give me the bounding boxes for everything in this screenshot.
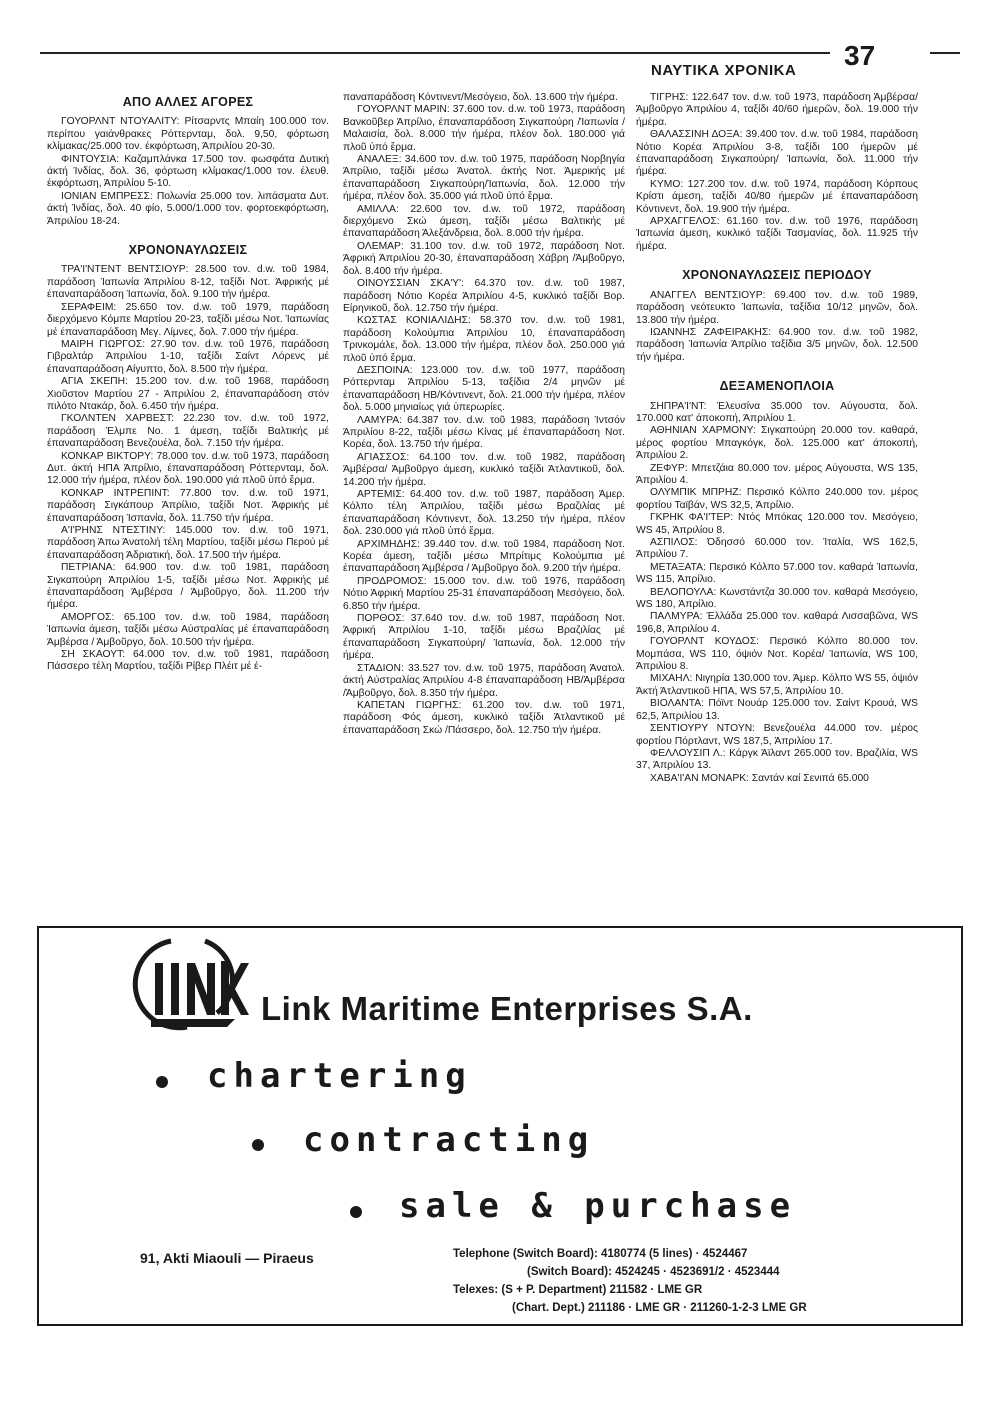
- charter-entry-continued: παναπαράδοση Κόντινεντ/Μεσόγειο, δολ. 13.600 τήν ήμέρα.: [343, 92, 618, 103]
- charter-entry: ΔΕΣΠΟΙΝΑ: 123.000 τον. d.w. τοῦ 1977, παράδοση Ρόττερνταμ Άπριλίου 5-13, ταξίδια 2/4 μηνῶν μέ έπαναπαράδοση ΗΒ/Κόντινεντ, δολ. 21.000 τήν ήμέρα, πλέον δολ. 5.000 μηνιαίως γιά ὑπερωρίες.: [343, 364, 625, 414]
- charter-entry: ΓΟΥΟΡΛΝΤ ΝΤΟΥΑΛΙΤΥ: Ρίτσαρντς Μπαίη 100.000 τον. περίπου γαιάνθρακες Ρόττερνταμ, δολ. 9,50, φόρτωση κλίμακας/25.000 τον. έκφόρτωση, Άπριλίου 20-30.: [47, 116, 329, 153]
- charter-entry: ΑΓΙΑ ΣΚΕΠΗ: 15.200 τον. d.w. τοῦ 1968, παράδοση Χιοῦστον Μαρτίου 27 - Άπριλίου 2, έπαναπαράδοση στόν πιλότο Ντακάρ, δολ. 6.450 τήν ήμέρα.: [47, 376, 329, 412]
- charter-entry: ΜΑΙΡΗ ΓΙΩΡΓΟΣ: 27.90 τον. d.w. τοῦ 1976, παράδοση Γιβραλτάρ Άπριλίου 1-10, ταξίδι Σαίντ Λόρενς μέ έπαναπαράδοση Αίγυπτο, δολ. 8.500 τήν ήμέρα.: [47, 338, 329, 375]
- charter-entry: ΓΟΥΟΡΛΝΤ ΜΑΡΙΝ: 37.600 τον. d.w. τοῦ 1973, παράδοση Βανκοῦβερ Άπρίλιο, έπαναπαράδοση Σιγκαπούρη /Ίαπωνία / Μαλαισία, δολ. 8.000 τήν ήμέρα, πλέον δολ. 180.000 γιά πλοῦ ὑπό ἔρμα.: [343, 104, 625, 153]
- service-contracting: contracting: [303, 1120, 595, 1160]
- contact-line: Telephone (Switch Board): 4180774 (5 lines) · 4524467: [453, 1248, 748, 1260]
- section-title-other-markets: ΑΠΟ ΑΛΛΕΣ ΑΓΟΡΕΣ: [122, 95, 254, 109]
- charter-entry: ΚΟΝΚΑΡ ΒΙΚΤΟΡΥ: 78.000 τον. d.w. τοῦ 1973, παράδοση Δυτ. άκτή ΗΠΑ Άπρίλιο, έπαναπαράδοση Ρόττερνταμ, δολ. 12.000 τήν ήμέρα, πλέον δολ. 190.000 γιά πλοῦ ὑπό ἔρμα.: [47, 450, 329, 487]
- bullet-icon: [156, 1076, 168, 1088]
- charter-entry: ΑΓΙΑΣΣΟΣ: 64.100 τον. d.w. τοῦ 1982, παράδοση Άμβέρσα/ Άμβοῦργο άμεση, κυκλικό ταξίδι Άτλαντικοῦ, δολ. 14.200 τήν ήμέρα.: [343, 451, 625, 488]
- charter-entry: ΠΕΤΡΙΑΝΑ: 64.900 τον. d.w. τοῦ 1981, παράδοση Σιγκαπούρη Άπριλίου 1-5, ταξίδι μέσω Νοτ. Άφρικής μέ έπαναπαράδοση Άμβέρσα / Άμβοῦργο, δολ. 11.200 τήν ήμέρα.: [47, 562, 329, 611]
- charter-entry: ΚΥΜΟ: 127.200 τον. d.w. τοῦ 1974, παράδοση Κόρπους Κρίστι άμεση, ταξίδι 40/80 ήμερῶν μέ έπαναπαράδοση Κόντινεντ, δολ. 19.900 τήν ήμέρα.: [636, 178, 918, 215]
- charter-entry: ΑΜΙΛΛΑ: 22.600 τον. d.w. τοῦ 1972, παράδοση διερχόμενο Σκώ άμεση, ταξίδι μέσω Βαλτικής μέ έπαναπαράδοση Άλεξάνδρεια, δολ. 8.000 τήν ήμέρα.: [343, 203, 625, 240]
- charter-entry: ΟΙΝΟΥΣΣΙΑΝ ΣΚΑ'Υ': 64.370 τον. d.w. τοῦ 1987, παράδοση Νότιο Κορέα Άπριλίου 4-5, κυκλικό ταξίδι Βορ. Είρηνικοῦ, δολ. 12.750 τήν ήμέρα.: [343, 278, 625, 314]
- tanker-entry: ΟΛΥΜΠΙΚ ΜΠΡΗΖ: Περσικό Κόλπο 240.000 τον. μέρος φορτίου Ταϊβάν, WS 32,5, Άπρίλιο.: [636, 487, 918, 511]
- service-sale-purchase: sale & purchase: [399, 1186, 797, 1226]
- company-name: Link Maritime Enterprises S.A.: [261, 990, 753, 1027]
- charter-entry: ΤΙΓΡΗΣ: 122.647 τον. d.w. τοῦ 1973, παράδοση Άμβέρσα/Άμβοῦργο Άπριλίου 4, ταξίδι 40/60 ήμερῶν, δολ. 19.000 τήν ήμέρα.: [636, 92, 918, 128]
- charter-entry: ΚΑΠΕΤΑΝ ΓΙΩΡΓΗΣ: 61.200 τον. d.w. τοῦ 1971, παράδοση Φός άμεση, κυκλικό ταξίδι Άτλαντικοῦ μέ έπαναπαράδοση Σκώ /Πάσσερο, δολ. 12.750 τήν ήμέρα.: [343, 699, 625, 736]
- charter-entry: ΑΝΑΓΓΕΛ ΒΕΝΤΣΙΟΥΡ: 69.400 τον. d.w. τοῦ 1989, παράδοση νεότευκτο Ίαπωνία, ταξίδια 10/12 μηνῶν, δολ. 13.800 τήν ήμέρα.: [636, 289, 918, 326]
- column-3: [636, 92, 918, 922]
- charter-entry: ΣΕΡΑΦΕΙΜ: 25.650 τον. d.w. τοῦ 1979, παράδοση διερχόμενο Κόμπε Μαρτίου 20-23, ταξίδι μέσω Νοτ. Ίαπωνίας μέ έπαναπαράδοση Μεγ. Λίμνες, δολ. 7.000 τήν ήμέρα.: [47, 301, 329, 338]
- section-title-period-charters: ΧΡΟΝΟΝΑΥΛΩΣΕΙΣ ΠΕΡΙΟΔΟΥ: [682, 268, 872, 283]
- section-title-time-charters: ΧΡΟΝΟΝΑΥΛΩΣΕΙΣ: [128, 243, 248, 258]
- charter-entry: ΑΡΧΙΜΗΔΗΣ: 39.440 τον. d.w. τοῦ 1984, παράδοση Νοτ. Κορέα άμεση, ταξίδι μέσω Μπρίτιμς Κολούμπια μέ έπαναπαράδοση Άμβέρσα / Άμβοῦργο δολ. 9.200 τήν ήμέρα.: [343, 538, 625, 575]
- service-chartering: chartering: [207, 1056, 472, 1096]
- charter-entry: ΠΟΡΘΟΣ: 37.640 τον. d.w. τοῦ 1987, παράδοση Νοτ. Άφρική Άπριλίου 1-10, ταξίδι μέσω Βραζιλίας μέ έπαναπαράδοση Σιγκαπούρη/ Ίαπωνία, δολ. 12.000 τήν ήμέρα.: [343, 613, 625, 662]
- contact-line: (Switch Board): 4524245 · 4523691/2 · 4523444: [527, 1266, 780, 1278]
- tanker-entry: ΓΚΡΗΚ ΦΑ'Ι'ΤΕΡ: Ντός Μπόκας 120.000 τον. Μεσόγειο, WS 45, Άπριλίου 8.: [636, 512, 918, 536]
- charter-entry: ΟΛΕΜΑΡ: 31.100 τον. d.w. τοῦ 1972, παράδοση Νοτ. Άφρική Άπριλίου 20-30, έπαναπαράδοση Χάβρη /Άμβοῦργο, δολ. 8.400 τήν ήμέρα.: [343, 240, 625, 277]
- magazine-title: ΝΑΥΤΙΚΑ ΧΡΟΝΙΚΑ: [651, 62, 797, 79]
- tanker-entry: ΖΕΦΥΡ: Μπετζάια 80.000 τον. μέρος Αύγουστα, WS 135, Άπριλίου 4.: [636, 462, 918, 486]
- page-number: 37: [844, 40, 876, 71]
- charter-entry: ΠΡΟΔΡΟΜΟΣ: 15.000 τον. d.w. τοῦ 1976, παράδοση Νότιο Άφρική Μαρτίου 25-31 έπαναπαράδοση Μεσόγειο, δολ. 6.850 τήν ήμέρα.: [343, 575, 625, 612]
- charter-entry: ΛΑΜΥΡΑ: 64.387 τον. d.w. τοῦ 1983, παράδοση Ίντσόν Άπριλίου 8-22, ταξίδι μέσω Κίνας μέ έπαναπαράδοση Νοτ. Κορέα, δολ. 13.750 τήν ήμέρα.: [343, 414, 625, 451]
- charter-entry: ΓΚΟΛΝΤΕΝ ΧΑΡΒΕΣΤ: 22.230 τον. d.w. τοῦ 1972, παράδοση Έλμπε Νο. 1 άμεση, ταξίδι Βαλτικής μέ έπαναπαράδοση Βενεζουέλα, δολ. 7.150 τήν ήμέρα.: [47, 413, 329, 450]
- contact-line: (Chart. Dept.) 211186 · LME GR · 211260-1-2-3 LME GR: [512, 1302, 807, 1314]
- charter-entry: ΘΑΛΑΣΣΙΝΗ ΔΟΞΑ: 39.400 τον. d.w. τοῦ 1984, παράδοση Νότιο Κορέα Άπριλίου 3-8, ταξίδι 100 ήμερῶν μέ έπαναπαράδοση Σιγκαπούρη/ Ίαπωνία, δολ. 11.000 τήν ήμέρα.: [636, 129, 918, 178]
- charter-entry: ΣΗ ΣΚΑΟΥΤ: 64.000 τον. d.w. τοῦ 1981, παράδοση Πάσσερο τέλη Μαρτίου, ταξίδι Ρίβερ Πλέιτ μέ έ-: [47, 649, 329, 673]
- tanker-entry: ΜΙΧΑΗΛ: Νιγηρία 130.000 τον. Άμερ. Κόλπο WS 55, όψιόν Άκτή Άτλαντικοῦ ΗΠΑ, WS 57,5, Άπριλίου 10.: [636, 673, 918, 697]
- tanker-entry: ΧΑΒΑ'Ι'ΑΝ ΜΟΝΑΡΚ: Σαντάν καί Σενιπά 65.000: [650, 772, 869, 784]
- charter-entry: ΑΡΧΑΓΓΕΛΟΣ: 61.160 τον. d.w. τοῦ 1976, παράδοση Ίαπωνία άμεση, κυκλικό ταξίδι Τασμανίας, δολ. 11.925 τήν ήμέρα.: [636, 216, 918, 252]
- bullet-icon: [350, 1206, 362, 1218]
- tanker-entry: ΦΕΛΛΟΥΣΙΠ Λ.: Κάργκ Άϊλαντ 265.000 τον. Βραζιλία, WS 37, Άπριλίου 13.: [636, 747, 918, 772]
- contact-line: Telexes: (S + P. Department) 211582 · LME GR: [453, 1284, 703, 1296]
- tanker-entry: ΣΕΝΤΙΟΥΡΥ ΝΤΟΥΝ: Βενεζουέλα 44.000 τον. μέρος φορτίου Πόρτλαντ, WS 187,5, Άπριλίου 17.: [636, 723, 918, 747]
- section-title-tankers: ΔΕΞΑΜΕΝΟΠΛΟΙΑ: [719, 379, 835, 394]
- column-1: [47, 92, 329, 922]
- tanker-entry: ΓΟΥΟΡΛΝΤ ΚΟΥΔΟΣ: Περσικό Κόλπο 80.000 τον. Μομπάσα, WS 110, όψιόν Νοτ. Κορέα/ Ίαπωνία, WS 100, Άπριλίου 8.: [636, 636, 918, 673]
- tanker-entry: ΑΘΗΝΙΑΝ ΧΑΡΜΟΝΥ: Σιγκαπούρη 20.000 τον. καθαρά, μέρος φορτίου Μπαγκόγκ, δολ. 125.000 κατ' άποκοπή, Άπριλίου 2.: [636, 425, 918, 462]
- charter-entry: ΙΩΑΝΝΗΣ ΖΑΦΕΙΡΑΚΗΣ: 64.900 τον. d.w. τοῦ 1982, παράδοση Ίαπωνία Άπρίλιο ταξίδια 3/5 μηνῶν, δολ. 12.500 τήν ήμέρα.: [636, 326, 918, 363]
- link-logo-icon: [131, 933, 251, 1043]
- bullet-icon: [252, 1139, 264, 1151]
- link-logo-graphic: [131, 933, 251, 1043]
- advertisement-box: [37, 926, 963, 1326]
- charter-entry: ΦΙΝΤΟΥΣΙΑ: Καζαμπλάνκα 17.500 τον. φωσφάτα Δυτική άκτή Ίνδίας, δολ. 36, φόρτωση κλίμακας/1.000 τον. έλευθ. έκφόρτωση, Άπριλίου 5-10.: [47, 153, 329, 190]
- header-rule-left: [40, 52, 830, 54]
- company-address: 91, Akti Miaouli — Piraeus: [140, 1250, 314, 1266]
- charter-entry: ΙΟΝΙΑΝ ΕΜΠΡΕΣΣ: Πολωνία 25.000 τον. λιπάσματα Δυτ. άκτή Ίνδίας, δολ. 40 φίο, 5.000/1.000 τον. φορτοεκφόρτωση, Άπριλίου 18-24.: [47, 190, 329, 227]
- charter-entry: ΑΡΤΕΜΙΣ: 64.400 τον. d.w. τοῦ 1987, παράδοση Άμερ. Κόλπο τέλη Άπριλίου, ταξίδι μέσω Βραζιλίας μέ έπαναπαράδοση Κόντινεντ, δολ. 13.250 τήν ήμέρα, πλέον δολ. 230.000 γιά πλοῦ ὑπό ἔρμα.: [343, 489, 625, 538]
- charter-entry: ΚΩΣΤΑΣ ΚΟΝΙΑΛΙΔΗΣ: 58.370 τον. d.w. τοῦ 1981, παράδοση Κολούμπια Άπριλίου 10, έπαναπαράδοση Τρινκομάλε, δολ. 13.000 τήν ήμέρα, πλέον δολ. 250.000 γιά πλοῦ ὑπό ἔρμα.: [343, 315, 625, 364]
- tanker-entry: ΒΙΟΛΑΝΤΑ: Πόϊντ Νουάρ 125.000 τον. Σαίντ Κρουά, WS 62,5, Άπριλίου 13.: [636, 698, 918, 722]
- tanker-entry: ΠΑΛΜΥΡΑ: Έλλάδα 25.000 τον. καθαρά Λισσαβῶνα, WS 196,8, Άπριλίου 4.: [636, 611, 918, 635]
- charter-entry: ΣΤΑΔΙΟΝ: 33.527 τον. d.w. τοῦ 1975, παράδοση Άνατολ. άκτή Αύστραλίας Άπριλίου 4-8 έπαναπαράδοση ΗΒ/Άμβέρσα /Άμβοῦργο, δολ. 8.350 τήν ήμέρα.: [343, 662, 625, 699]
- charter-entry: Α'Ι'ΡΗΝΣ ΝΤΕΣΤΙΝΥ: 145.000 τον. d.w. τοῦ 1971, παράδοση Άπω Άνατολή τέλη Μαρτίου, ταξίδι μέσω Περού μέ έπαναπαράδοση Άδριατική, δολ. 17.500 τήν ήμέρα.: [47, 525, 329, 561]
- tanker-entry: ΣΗΠΡΑ'Ι'ΝΤ: Έλευσίνα 35.000 τον. Αύγουστα, δολ. 170.000 κατ' άποκοπή, Άπριλίου 1.: [636, 400, 918, 424]
- page-header: [40, 40, 960, 90]
- tanker-entry: ΒΕΛΟΠΟΥΛΑ: Κωνστάντζα 30.000 τον. καθαρά Μεσόγειο, WS 180, Άπρίλιο.: [636, 586, 918, 611]
- tanker-entry: ΜΕΤΑΞΑΤΑ: Περσικό Κόλπο 57.000 τον. καθαρά Ίαπωνία, WS 115, Άπρίλιο.: [636, 561, 918, 586]
- charter-entry: ΑΜΟΡΓΟΣ: 65.100 τον. d.w. τοῦ 1984, παράδοση Ίαπωνία άμεση, ταξίδι μέσω Αύστραλίας μέ έπαναπαράδοση Άμβέρσα / Άμβοῦργο, δολ. 10.500 τήν ήμέρα.: [47, 611, 329, 648]
- tanker-entry: ΑΣΠΙΛΟΣ: Όδησσό 60.000 τον. Ίταλία, WS 162,5, Άπριλίου 7.: [636, 537, 918, 561]
- charter-entry: ΚΟΝΚΑΡ ΙΝΤΡΕΠΙΝΤ: 77.800 τον. d.w. τοῦ 1971, παράδοση Σιγκάπουρ Άπρίλιο, ταξίδι Νοτ. Άφρικής μέ έπαναπαράδοση Ίσπανία, δολ. 11.750 τήν ήμέρα.: [47, 487, 329, 524]
- charter-entry: ΤΡΑ'Ι'ΝΤΕΝΤ ΒΕΝΤΣΙΟΥΡ: 28.500 τον. d.w. τοῦ 1984, παράδοση Ίαπωνία Άπριλίου 8-12, ταξίδι Νοτ. Άφρικής μέ έπαναπαράδοση Ίαπωνία, δολ. 9.100 τήν ήμέρα.: [47, 264, 329, 301]
- column-2: [343, 92, 625, 922]
- charter-entry: ΑΝΑΛΕΞ: 34.600 τον. d.w. τοῦ 1975, παράδοση Νορβηγία Άπρίλιο, ταξίδι μέσω Άνατολ. άκτής Νοτ. Άμερικής μέ έπαναπαράδοση Σιγκαπούρη/Ίαπωνία, δολ. 12.000 τήν ήμέρα, πλέον δολ. 35.000 γιά πλοῦ ὑπό ἔρμα.: [343, 154, 625, 203]
- header-rule-right: [930, 52, 960, 54]
